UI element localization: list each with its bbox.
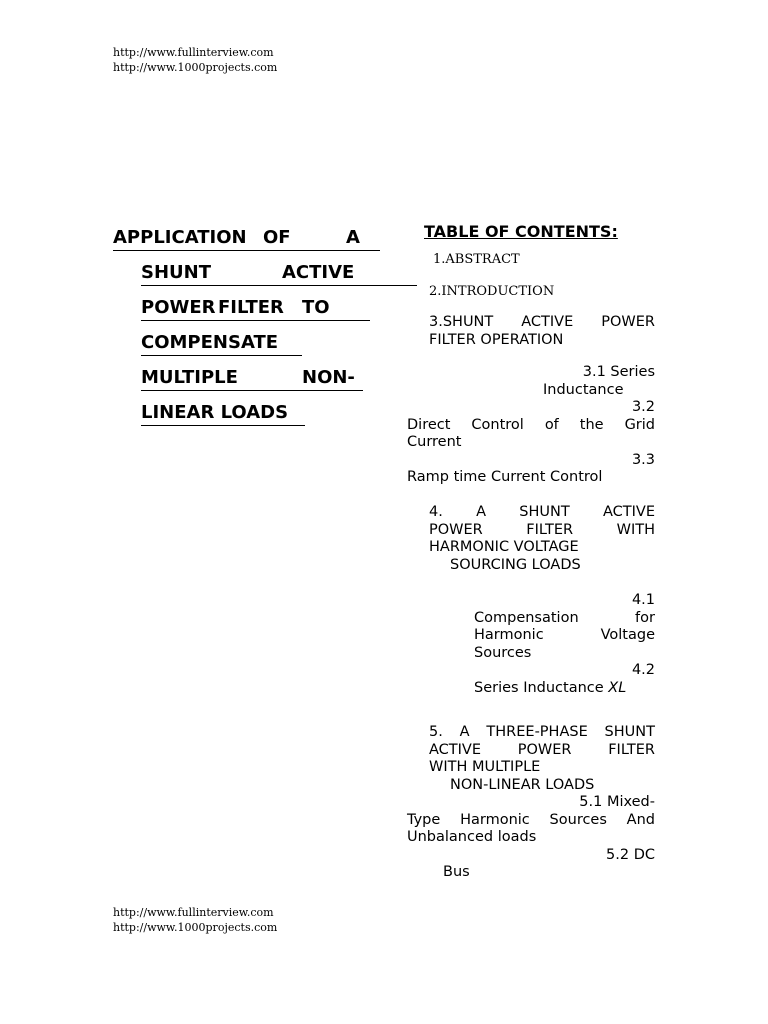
title-word: COMPENSATE: [141, 332, 279, 353]
toc-sub-5-2-number: 5.2 DC: [606, 846, 655, 863]
toc-sub-4-2-number: 4.2: [631, 662, 655, 678]
title-word: POWER: [141, 297, 216, 318]
toc-sub-5-1-text: Type Harmonic Sources And: [407, 811, 655, 828]
toc-sub-3-2-number: 3.2: [631, 399, 655, 415]
toc-item-introduction: 2.INTRODUCTION: [429, 284, 555, 299]
header-links: [113, 45, 277, 75]
toc-item-section-4: 4. A SHUNT ACTIVE POWER FILTER WITH HARMONIC VOLTAGE SOURCING LOADS: [429, 504, 655, 573]
header-link-1000projects[interactable]: http://www.1000projects.com: [113, 61, 278, 74]
toc-item-section-3-subsections: 3.1 Series Inductance 3.2 Direct Control of the Grid Current 3.3 Ramp time Current Control: [407, 364, 655, 485]
toc-item-section-5-subsections: 5.1 Mixed- Type Harmonic Sources And Unbalanced loads 5.2 DC Bus: [407, 794, 655, 880]
title-word: APPLICATION: [113, 227, 247, 248]
title-line-3: [141, 297, 370, 319]
title-line-6: [141, 402, 305, 424]
footer-link-1000projects[interactable]: http://www.1000projects.com: [113, 921, 278, 934]
toc-sub-3-1-number: 3.1 Series: [582, 364, 655, 380]
title-line-2: [141, 262, 417, 284]
title-line-5: [141, 367, 363, 389]
title-word: TO: [302, 297, 330, 318]
title-word: ACTIVE: [282, 262, 355, 283]
toc-sub-3-1-text: Inductance: [543, 381, 624, 398]
toc-item-section-5: 5. A THREE-PHASE SHUNT ACTIVE POWER FILTER WITH MULTIPLE NON-LINEAR LOADS: [429, 724, 655, 793]
title-line-1: [113, 227, 380, 249]
toc-heading: TABLE OF CONTENTS:: [424, 222, 618, 241]
footer-links: [113, 905, 277, 935]
title-line-4: [141, 332, 302, 354]
title-word: A: [346, 227, 360, 248]
title-word: LINEAR LOADS: [141, 402, 289, 423]
title-word: OF: [263, 227, 291, 248]
toc-sub-3-3-text: Ramp time Current Control: [407, 469, 603, 485]
title-word: FILTER: [218, 297, 284, 318]
title-word: SHUNT: [141, 262, 211, 283]
toc-sub-3-3-number: 3.3: [631, 451, 655, 468]
title-word: NON-: [302, 367, 355, 388]
toc-sub-4-2-text: Series Inductance XL: [474, 679, 627, 696]
toc-sub-3-2-text: Direct Control of the Grid: [407, 416, 655, 433]
title-word: MULTIPLE: [141, 367, 238, 388]
toc-item-abstract: 1.ABSTRACT: [433, 252, 520, 267]
toc-item-section-3: 3.SHUNT ACTIVE POWER FILTER OPERATION: [429, 314, 655, 348]
toc-sub-5-1-number: 5.1 Mixed-: [579, 794, 655, 810]
xl-symbol: XL: [608, 679, 627, 696]
toc-item-section-4-subsections: 4.1 Compensation for Harmonic Voltage Sources 4.2 Series Inductance XL: [474, 592, 655, 696]
toc-sub-5-2-text: Bus: [443, 864, 470, 880]
toc-sub-4-1-number: 4.1: [631, 592, 655, 608]
toc-sub-4-1-text: Compensation for: [474, 609, 655, 626]
footer-link-fullinterview[interactable]: http://www.fullinterview.com: [113, 906, 274, 919]
header-link-fullinterview[interactable]: http://www.fullinterview.com: [113, 46, 274, 59]
